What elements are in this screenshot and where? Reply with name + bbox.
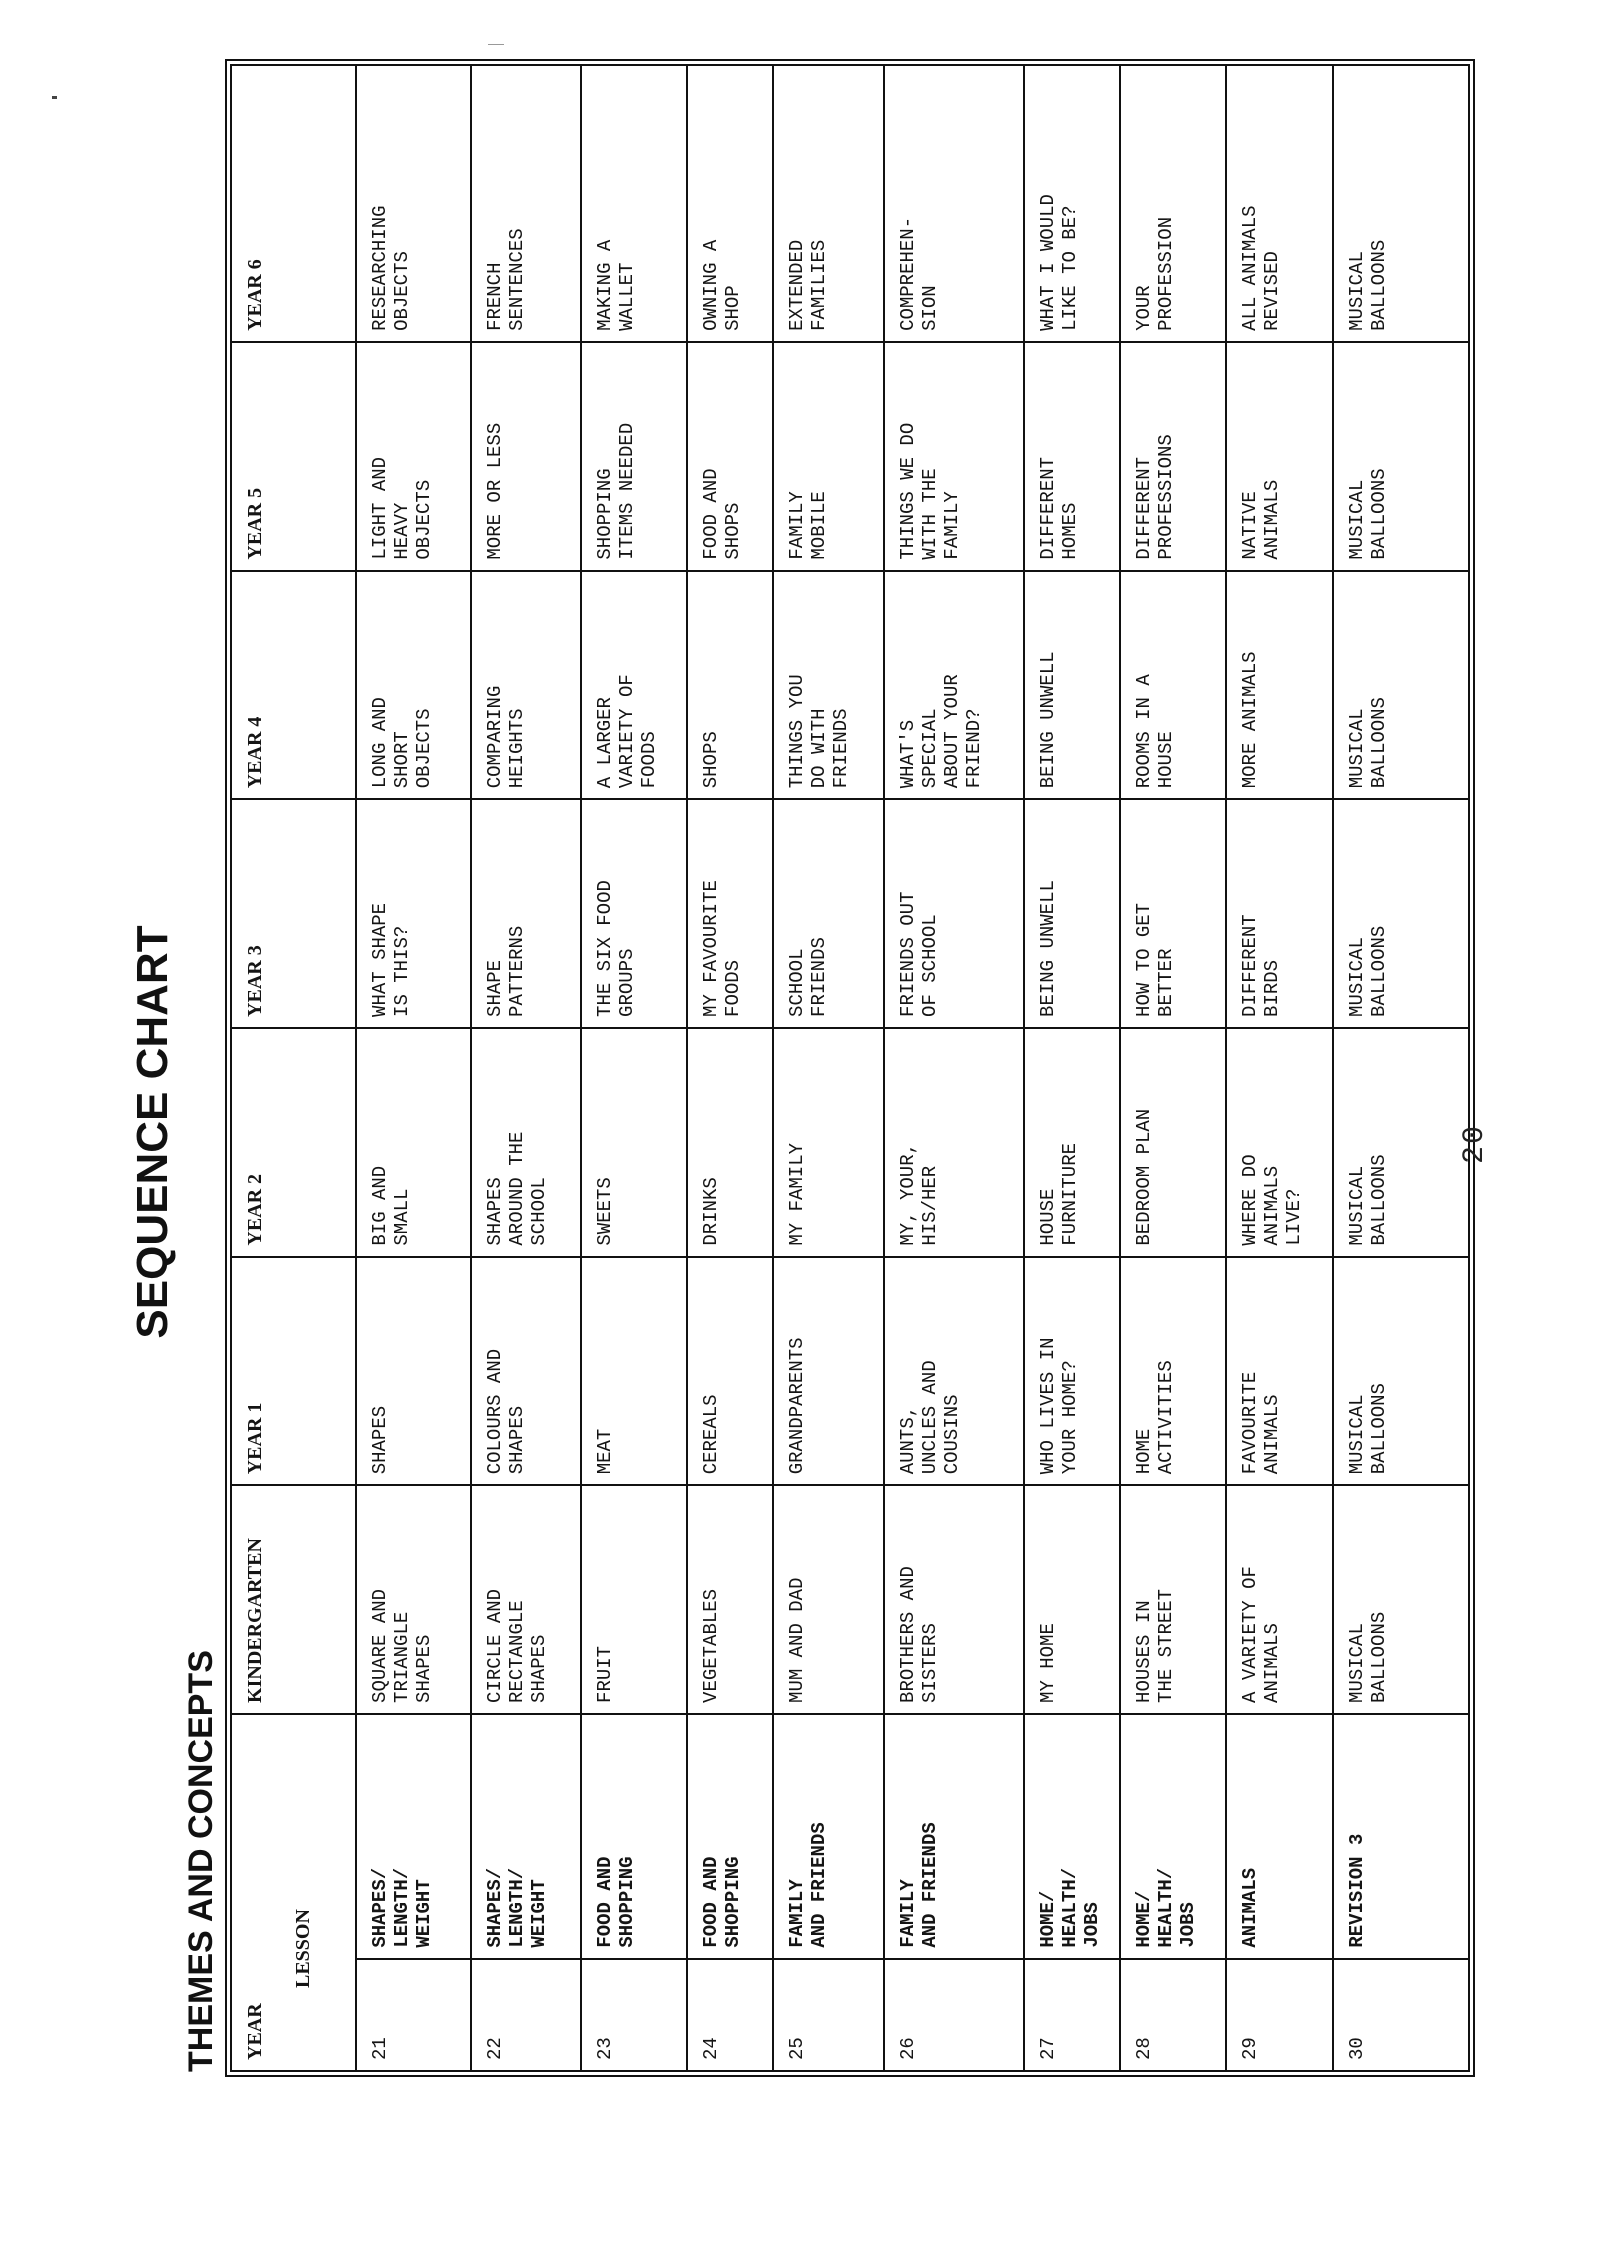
table-cell: FOOD AND SHOPS: [687, 342, 773, 571]
column-header: YEAR 6: [231, 65, 356, 342]
table-cell: THE SIX FOOD GROUPS: [581, 799, 687, 1028]
table-cell: BROTHERS AND SISTERS: [884, 1485, 1024, 1714]
page-title: SEQUENCE CHART: [128, 925, 177, 1339]
lesson-theme: FAMILY AND FRIENDS: [884, 1714, 1024, 1959]
table-cell: COMPARING HEIGHTS: [471, 571, 581, 800]
table-cell: OWNING A SHOP: [687, 65, 773, 342]
lesson-number: 25: [773, 1959, 883, 2071]
lesson-number: 22: [471, 1959, 581, 2071]
table-cell: HOUSE FURNITURE: [1024, 1028, 1120, 1257]
table-cell: A LARGER VARIETY OF FOODS: [581, 571, 687, 800]
table-cell: LIGHT AND HEAVY OBJECTS: [356, 342, 470, 571]
lesson-number: 30: [1333, 1959, 1469, 2071]
table-cell: MY HOME: [1024, 1485, 1120, 1714]
table-cell: FRIENDS OUT OF SCHOOL: [884, 799, 1024, 1028]
table-cell: MUSICAL BALLOONS: [1333, 1485, 1469, 1714]
table-cell: CIRCLE AND RECTANGLE SHAPES: [471, 1485, 581, 1714]
column-header: YEAR 4: [231, 571, 356, 800]
table-cell: YOUR PROFESSION: [1120, 65, 1226, 342]
lesson-theme: FAMILY AND FRIENDS: [773, 1714, 883, 1959]
table-cell: BEDROOM PLAN: [1120, 1028, 1226, 1257]
table-cell: MUSICAL BALLOONS: [1333, 799, 1469, 1028]
table-cell: SCHOOL FRIENDS: [773, 799, 883, 1028]
lesson-number: 26: [884, 1959, 1024, 2071]
lesson-number: 27: [1024, 1959, 1120, 2071]
table-row: [581, 65, 687, 2071]
lesson-theme: FOOD AND SHOPPING: [581, 1714, 687, 1959]
lesson-number: 29: [1226, 1959, 1332, 2071]
scan-speck: [488, 44, 504, 45]
header-year-label: YEAR: [244, 2003, 266, 2060]
table-cell: MUSICAL BALLOONS: [1333, 1257, 1469, 1486]
table-body: [231, 65, 1469, 2071]
table-cell: MAKING A WALLET: [581, 65, 687, 342]
header-year-lesson-cell: [231, 1714, 356, 2071]
table-cell: MEAT: [581, 1257, 687, 1486]
table-cell: DRINKS: [687, 1028, 773, 1257]
table-cell: VEGETABLES: [687, 1485, 773, 1714]
header-lesson-label: LESSON: [292, 1909, 314, 1988]
column-header: YEAR 3: [231, 799, 356, 1028]
table-cell: DIFFERENT HOMES: [1024, 342, 1120, 571]
column-header: YEAR 2: [231, 1028, 356, 1257]
lesson-theme: FOOD AND SHOPPING: [687, 1714, 773, 1959]
table-cell: HOME ACTIVITIES: [1120, 1257, 1226, 1486]
scan-speck: [52, 96, 57, 99]
lesson-theme: SHAPES/ LENGTH/ WEIGHT: [471, 1714, 581, 1959]
header-row: [231, 65, 356, 2071]
table-cell: WHAT I WOULD LIKE TO BE?: [1024, 65, 1120, 342]
table-cell: FRENCH SENTENCES: [471, 65, 581, 342]
table-cell: COLOURS AND SHAPES: [471, 1257, 581, 1486]
table-cell: WHAT SHAPE IS THIS?: [356, 799, 470, 1028]
table-row: [471, 65, 581, 2071]
table-cell: SHAPE PATTERNS: [471, 799, 581, 1028]
table-row: [1024, 65, 1120, 2071]
table-cell: MORE ANIMALS: [1226, 571, 1332, 800]
table-cell: AUNTS, UNCLES AND COUSINS: [884, 1257, 1024, 1486]
table-cell: THINGS WE DO WITH THE FAMILY: [884, 342, 1024, 571]
table-cell: SHAPES: [356, 1257, 470, 1486]
table-cell: RESEARCHING OBJECTS: [356, 65, 470, 342]
table-cell: BEING UNWELL: [1024, 571, 1120, 800]
table-row: [884, 65, 1024, 2071]
table-row: [1120, 65, 1226, 2071]
table-cell: MY FAVOURITE FOODS: [687, 799, 773, 1028]
table-cell: DIFFERENT BIRDS: [1226, 799, 1332, 1028]
lesson-number: 24: [687, 1959, 773, 2071]
table-cell: SHOPS: [687, 571, 773, 800]
lesson-number: 23: [581, 1959, 687, 2071]
table-cell: SWEETS: [581, 1028, 687, 1257]
table-cell: A VARIETY OF ANIMALS: [1226, 1485, 1332, 1714]
table-row: [773, 65, 883, 2071]
table-row: [1333, 65, 1469, 2071]
table-cell: WHAT'S SPECIAL ABOUT YOUR FRIEND?: [884, 571, 1024, 800]
table-cell: HOUSES IN THE STREET: [1120, 1485, 1226, 1714]
page-subtitle: THEMES AND CONCEPTS: [182, 1650, 220, 2072]
lesson-number: 21: [356, 1959, 470, 2071]
column-header: KINDERGARTEN: [231, 1485, 356, 1714]
table-cell: CEREALS: [687, 1257, 773, 1486]
table-row: [1226, 65, 1332, 2071]
lesson-theme: REVISION 3: [1333, 1714, 1469, 1959]
column-header: YEAR 1: [231, 1257, 356, 1486]
table-cell: MUSICAL BALLOONS: [1333, 571, 1469, 800]
table-cell: HOW TO GET BETTER: [1120, 799, 1226, 1028]
lesson-number: 28: [1120, 1959, 1226, 2071]
table-cell: MUSICAL BALLOONS: [1333, 342, 1469, 571]
table-cell: DIFFERENT PROFESSIONS: [1120, 342, 1226, 571]
sequence-table: [230, 64, 1470, 2072]
table-cell: COMPREHEN- SION: [884, 65, 1024, 342]
table-cell: MY FAMILY: [773, 1028, 883, 1257]
lesson-theme: SHAPES/ LENGTH/ WEIGHT: [356, 1714, 470, 1959]
table-cell: LONG AND SHORT OBJECTS: [356, 571, 470, 800]
table-cell: SQUARE AND TRIANGLE SHAPES: [356, 1485, 470, 1714]
lesson-theme: HOME/ HEALTH/ JOBS: [1024, 1714, 1120, 1959]
table-row: [687, 65, 773, 2071]
table-cell: ALL ANIMALS REVISED: [1226, 65, 1332, 342]
table-cell: MUM AND DAD: [773, 1485, 883, 1714]
table-cell: BEING UNWELL: [1024, 799, 1120, 1028]
table-cell: FRUIT: [581, 1485, 687, 1714]
table-row: [356, 65, 470, 2071]
table-cell: EXTENDED FAMILIES: [773, 65, 883, 342]
table-cell: MY, YOUR, HIS/HER: [884, 1028, 1024, 1257]
table-cell: WHERE DO ANIMALS LIVE?: [1226, 1028, 1332, 1257]
lesson-theme: HOME/ HEALTH/ JOBS: [1120, 1714, 1226, 1959]
table-cell: SHOPPING ITEMS NEEDED: [581, 342, 687, 571]
column-header: YEAR 5: [231, 342, 356, 571]
table-cell: MORE OR LESS: [471, 342, 581, 571]
table-cell: ROOMS IN A HOUSE: [1120, 571, 1226, 800]
lesson-theme: ANIMALS: [1226, 1714, 1332, 1959]
table-cell: GRANDPARENTS: [773, 1257, 883, 1486]
page-number: 20: [1458, 1123, 1492, 1164]
table-cell: NATIVE ANIMALS: [1226, 342, 1332, 571]
table-cell: SHAPES AROUND THE SCHOOL: [471, 1028, 581, 1257]
table-cell: THINGS YOU DO WITH FRIENDS: [773, 571, 883, 800]
table-cell: FAMILY MOBILE: [773, 342, 883, 571]
table-cell: BIG AND SMALL: [356, 1028, 470, 1257]
table-cell: MUSICAL BALLOONS: [1333, 65, 1469, 342]
table-cell: WHO LIVES IN YOUR HOME?: [1024, 1257, 1120, 1486]
table-cell: FAVOURITE ANIMALS: [1226, 1257, 1332, 1486]
table-cell: MUSICAL BALLOONS: [1333, 1028, 1469, 1257]
